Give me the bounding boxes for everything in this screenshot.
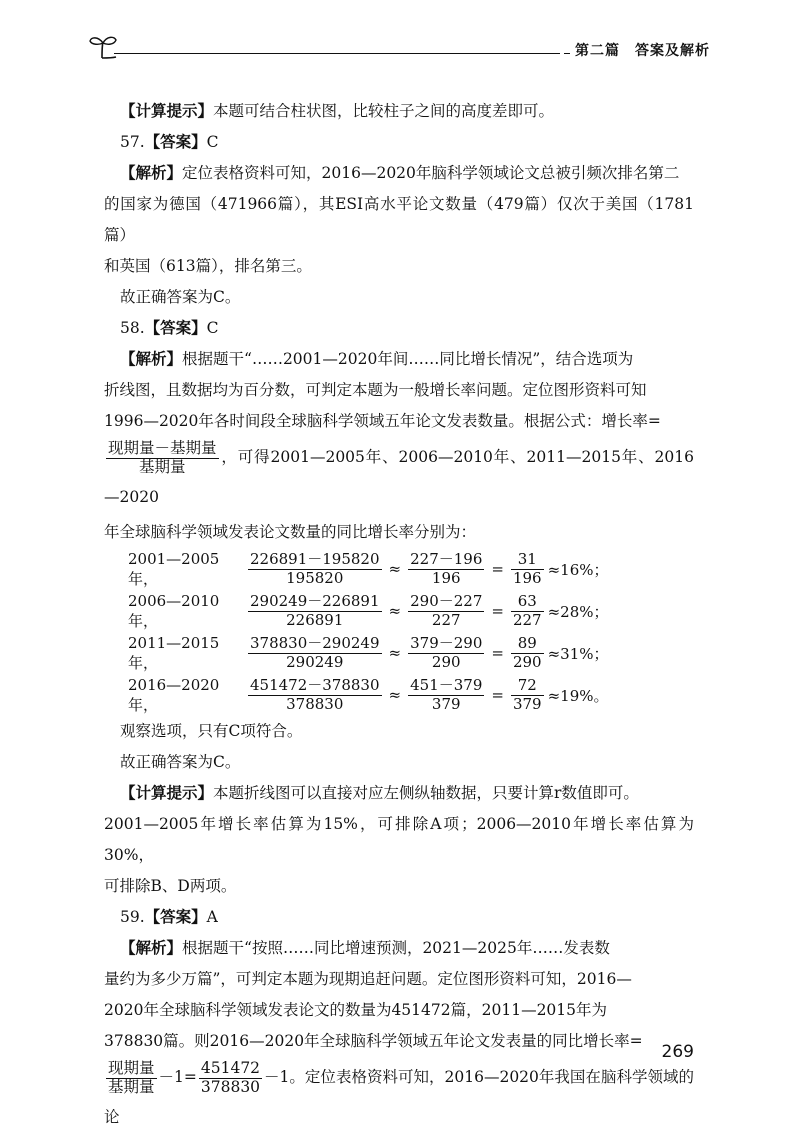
formula-numerator: 现期量 [108,1058,155,1077]
analysis-text: 根据题干“……2001—2020年间……同比增长情况”，结合选项为 [182,350,634,368]
approx-sign: ≈ [388,602,402,620]
analysis-59-line-4: 378830篇。则2016—2020年全球脑科学领域五年论文发表量的同比增长率= [104,1032,643,1050]
header-rule [114,53,560,54]
fraction [511,593,544,629]
conclusion-57: 故正确答案为C。 [120,288,241,306]
body-text [104,96,694,1137]
fraction-numerator: 227－196 [410,550,483,569]
fraction-numerator: 290－227 [410,592,483,611]
question-59-answer [104,902,694,933]
growth-calculation-row [104,632,694,674]
calc-tip-2-line-2: 2001—2005年增长率估算为15%，可排除A项；2006—2010年增长率估算为30%， [104,815,694,864]
answer-value: C [206,133,219,151]
equals-sign: = [491,560,504,578]
fraction-denominator: 227 [512,610,542,629]
fraction [248,677,382,713]
observe-58: 观察选项，只有C项符合。 [120,722,303,740]
fraction-denominator: 227 [431,610,461,629]
analysis-text: 根据题干“按照……同比增速预测，2021—2025年……发表数 [182,939,610,957]
calc-tip-label: 【计算提示】 [120,102,214,120]
question-number: 58. [120,319,145,337]
calc-tip-2-line-3: 可排除B、D两项。 [104,877,237,895]
equals-sign: = [491,602,504,620]
calculation [246,677,609,713]
page-header [88,28,710,68]
fraction [511,677,544,713]
answer-value: A [206,908,218,926]
fraction-denominator: 196 [512,568,542,587]
conclusion-58: 故正确答案为C。 [120,753,241,771]
fraction [248,635,382,671]
growth-calculations [104,548,694,716]
page-number: 269 [661,1042,694,1062]
answer-value: C [206,319,219,337]
fraction-numerator: 451472－378830 [250,676,380,695]
analysis-57-line-1 [104,158,694,189]
fraction-numerator: 226891－195820 [250,550,380,569]
analysis-text: ，可得2001—2005年、2006—2010年、2011—2015年、2016—2020 [104,448,694,506]
question-number: 57. [120,133,145,151]
calc-tip-text: 本题可结合柱状图，比较柱子之间的高度差即可。 [213,102,555,120]
fraction [248,593,382,629]
fraction-denominator: 226891 [286,610,344,629]
analysis-57-line-2: 的国家为德国（471966篇），其ESI高水平论文数量（479篇）仅次于美国（1781篇） [104,195,694,244]
analysis-57-line-3: 和英国（613篇），排名第三。 [104,257,312,275]
formula-denominator: 378830 [200,1077,261,1096]
analysis-label: 【解析】 [120,939,183,957]
fraction-numerator: 31 [511,551,544,569]
formula-denominator: 基期量 [108,1077,155,1096]
fraction [511,551,544,587]
period-label: 2001—2005年， [128,549,220,588]
fraction [511,635,544,671]
growth-result: ≈31%； [547,644,609,663]
period-label: 2016—2020年， [128,675,220,714]
formula-operator: －1= [158,1068,197,1086]
fraction-numerator: 378830－290249 [250,634,380,653]
sprout-icon [88,32,118,60]
analysis-58-line-3: 1996—2020年各时间段全球脑科学领域五年论文发表数量。根据公式：增长率= [104,412,661,430]
calculation [246,551,609,587]
fraction [408,593,484,629]
fraction-numerator: 63 [511,593,544,611]
answer-label: 【答案】 [144,133,207,151]
growth-rate-formula [106,440,219,477]
analysis-59-line-3: 2020年全球脑科学领域发表论文的数量为451472篇，2011—2015年为 [104,1001,608,1019]
answer-label: 【答案】 [144,319,207,337]
fraction-numerator: 379－290 [410,634,483,653]
question-number: 59. [120,908,145,926]
formula-denominator: 基期量 [139,457,186,476]
analysis-59-line-2: 量约为多少万篇”，可判定本题为现期追赶问题。定位图形资料可知，2016— [104,970,632,988]
calc-tip-label: 【计算提示】 [120,784,214,802]
fraction-numerator: 451－379 [410,676,483,695]
period-label: 2011—2015年， [128,633,220,672]
fraction [408,551,484,587]
growth-result: ≈16%； [547,560,609,579]
analysis-58-line-4 [104,437,694,517]
fraction-numerator: 72 [511,677,544,695]
calc-tip-2-line-1 [104,778,694,809]
answer-label: 【答案】 [144,908,207,926]
approx-sign: ≈ [388,560,402,578]
growth-result: ≈28%； [547,602,609,621]
fraction-denominator: 379 [431,694,461,713]
analysis-label: 【解析】 [120,350,183,368]
analysis-58-line-1 [104,344,694,375]
fraction-numerator: 290249－226891 [250,592,380,611]
growth-calculation-row [104,674,694,716]
running-head: 第二篇 答案及解析 [575,43,710,59]
calculation [246,593,609,629]
equals-sign: = [491,686,504,704]
analysis-58-line-2: 折线图，且数据均为百分数，可判定本题为一般增长率问题。定位图形资料可知 [104,381,647,399]
fraction [248,551,382,587]
fraction-numerator: 89 [511,635,544,653]
analysis-label: 【解析】 [120,164,183,182]
calc-tip-text: 本题折线图可以直接对应左侧纵轴数据，只要计算r数值即可。 [213,784,639,802]
fraction-denominator: 195820 [286,568,344,587]
question-57-answer [104,127,694,158]
fraction [408,677,484,713]
formula-numerator: 现期量－基期量 [108,438,217,457]
question-58-answer [104,313,694,344]
approx-sign: ≈ [388,644,402,662]
analysis-58-line-5: 年全球脑科学领域发表论文数量的同比增长率分别为： [104,523,477,541]
formula-numerator: 451472 [200,1058,261,1077]
fraction [408,635,484,671]
period-label: 2006—2010年， [128,591,220,630]
growth-calculation-row [104,548,694,590]
analysis-text: －1。定位表格资料可知，2016—2020年我国在脑科学领域的论 [104,1068,694,1126]
fraction-denominator: 290249 [286,652,344,671]
analysis-text: 定位表格资料可知，2016—2020年脑科学领域论文总被引频次排名第二 [182,164,680,182]
analysis-59-line-5 [104,1057,694,1137]
growth-result: ≈19%。 [547,686,609,705]
approx-sign: ≈ [388,686,402,704]
fraction-denominator: 196 [431,568,461,587]
fraction-denominator: 290 [431,652,461,671]
calc-tip-1 [104,96,694,127]
analysis-59-line-1 [104,933,694,964]
fraction-denominator: 378830 [286,694,344,713]
current-over-base-fraction [106,1060,157,1097]
fraction-denominator: 379 [512,694,542,713]
fraction-denominator: 290 [512,652,542,671]
value-fraction [199,1060,262,1097]
growth-calculation-row [104,590,694,632]
header-rule-tick [564,53,570,54]
calculation [246,635,609,671]
equals-sign: = [491,644,504,662]
